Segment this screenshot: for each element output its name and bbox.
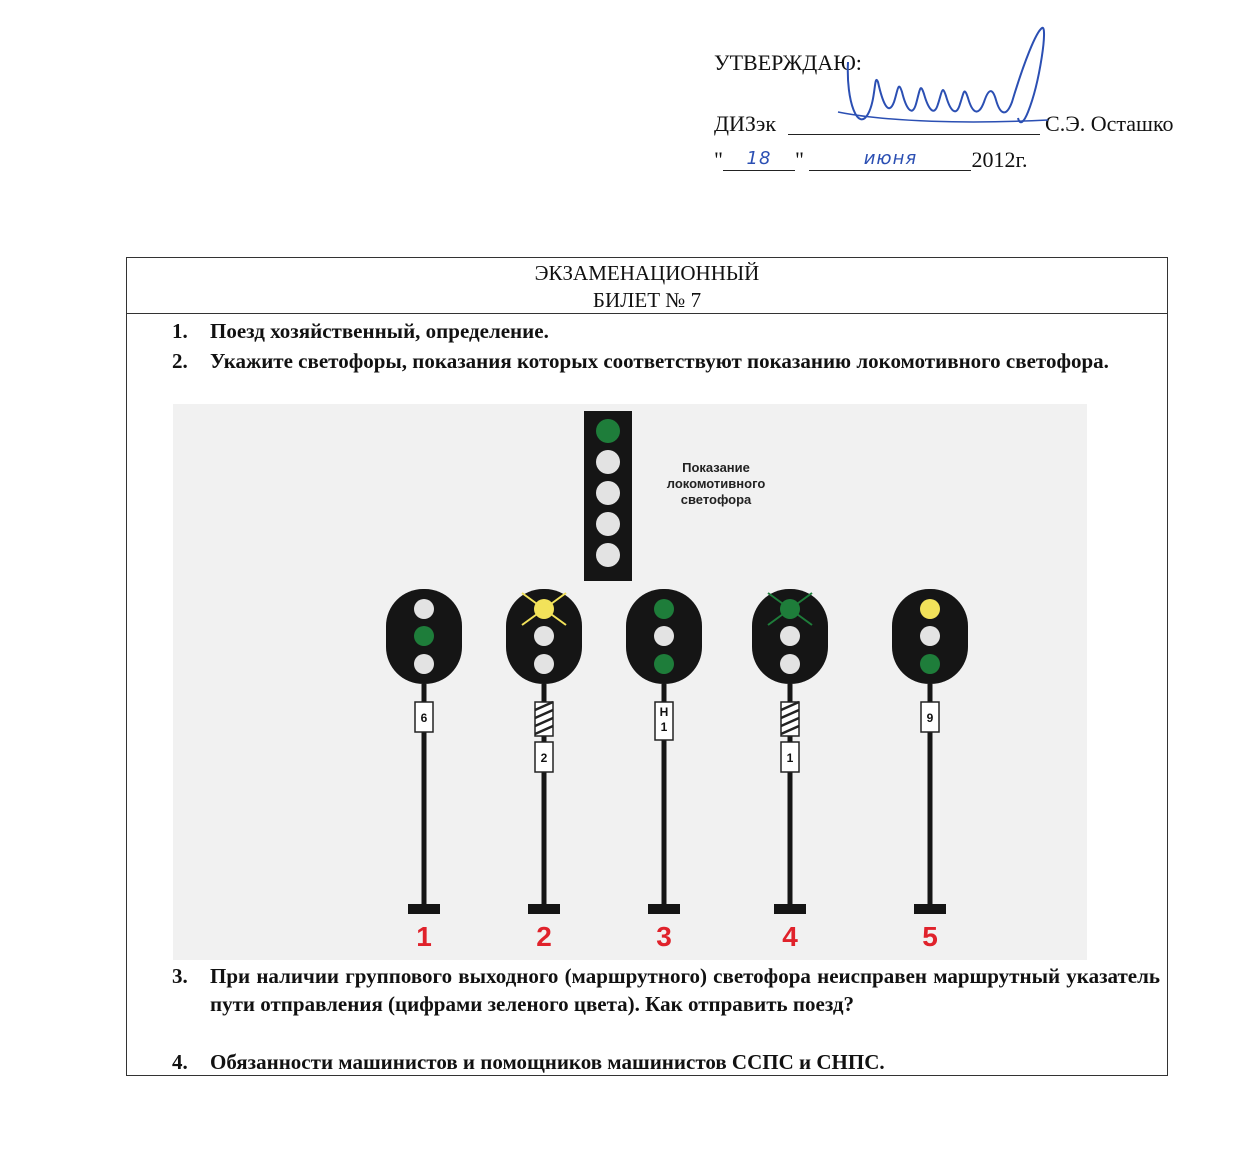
route-indicator <box>415 702 433 732</box>
loco-lamp-off <box>596 450 620 474</box>
loco-lamp-off <box>596 512 620 536</box>
date-day-blank <box>723 148 795 171</box>
signal-lamp-green <box>654 654 674 674</box>
loco-label-line2: локомотивного <box>666 476 766 491</box>
route-indicator <box>781 742 799 772</box>
ticket-header <box>127 258 1167 314</box>
indicator-text: 6 <box>420 711 428 725</box>
ticket-title: ЭКЗАМЕНАЦИОННЫЙ <box>534 261 760 285</box>
signal-number-label: 5 <box>922 921 938 952</box>
question-number: 3. <box>172 964 188 988</box>
signal-base <box>774 904 806 914</box>
question-text: При наличии группового выходного (маршрутного) светофора неисправен маршрутный указатель пути отправления (цифрами зеленого цвета). Как отправить поезд? <box>210 964 1160 1016</box>
date-day: 18 <box>746 148 772 169</box>
question-1 <box>172 317 1160 345</box>
route-indicator-striped <box>535 702 553 736</box>
signal-lamp-green <box>654 599 674 619</box>
route-indicator <box>921 702 939 732</box>
question-text: Укажите светофоры, показания которых соответствуют показанию локомотивного светофора. <box>210 349 1109 373</box>
route-indicator-striped <box>781 702 799 736</box>
approval-position: ДИЗэк <box>714 111 777 136</box>
loco-lamp-off <box>596 481 620 505</box>
indicator-text: 1 <box>660 720 668 734</box>
approval-name: С.Э. Осташко <box>1045 111 1174 136</box>
ticket-number: БИЛЕТ № 7 <box>592 288 702 312</box>
question-3 <box>172 962 1160 1018</box>
signal-lamp-yellow <box>920 599 940 619</box>
signal-number-label: 3 <box>656 921 672 952</box>
loco-lamp-green <box>596 419 620 443</box>
indicator-text: 1 <box>786 751 794 765</box>
question-number: 2. <box>172 349 188 373</box>
signal-lamp-off <box>920 626 940 646</box>
loco-label-line3: светофора <box>680 492 752 507</box>
signal-lamp-green <box>920 654 940 674</box>
question-2 <box>172 347 1160 375</box>
approval-title: УТВЕРЖДАЮ: <box>714 50 862 75</box>
question-number: 1. <box>172 319 188 343</box>
handwritten-signature <box>828 22 1058 142</box>
signal-number-label: 1 <box>416 921 432 952</box>
route-indicator <box>535 742 553 772</box>
signal-lamp-off <box>654 626 674 646</box>
date-month-blank <box>809 148 971 171</box>
question-number: 4. <box>172 1050 188 1074</box>
signal-base <box>914 904 946 914</box>
indicator-text: Н <box>659 705 669 719</box>
date-quote-close: " <box>794 147 804 172</box>
date-month: июня <box>863 148 918 169</box>
signal-base <box>408 904 440 914</box>
question-4 <box>172 1048 1160 1076</box>
signal-lamp-off <box>534 626 554 646</box>
signal-base <box>648 904 680 914</box>
locomotive-signal <box>584 411 632 581</box>
question-text: Поезд хозяйственный, определение. <box>210 319 549 343</box>
signal-lamp-off <box>780 654 800 674</box>
signal-lamp-off <box>534 654 554 674</box>
route-indicator <box>655 702 673 740</box>
signal-lamp-off <box>414 599 434 619</box>
signal-lamp-off <box>780 626 800 646</box>
signal-number-label: 2 <box>536 921 552 952</box>
question-text: Обязанности машинистов и помощников машинистов ССПС и СНПС. <box>210 1050 885 1074</box>
signals-diagram <box>173 404 1087 960</box>
signal-number-label: 4 <box>782 921 798 952</box>
indicator-text: 9 <box>926 711 934 725</box>
date-quote-open: " <box>714 147 723 172</box>
indicator-text: 2 <box>540 751 548 765</box>
signal-base <box>528 904 560 914</box>
date-year: 2012г. <box>971 147 1028 172</box>
approval-date-line <box>714 148 1028 171</box>
signal-lamp-green <box>414 626 434 646</box>
loco-label-line1: Показание <box>682 460 750 475</box>
loco-lamp-off <box>596 543 620 567</box>
signal-lamp-off <box>414 654 434 674</box>
